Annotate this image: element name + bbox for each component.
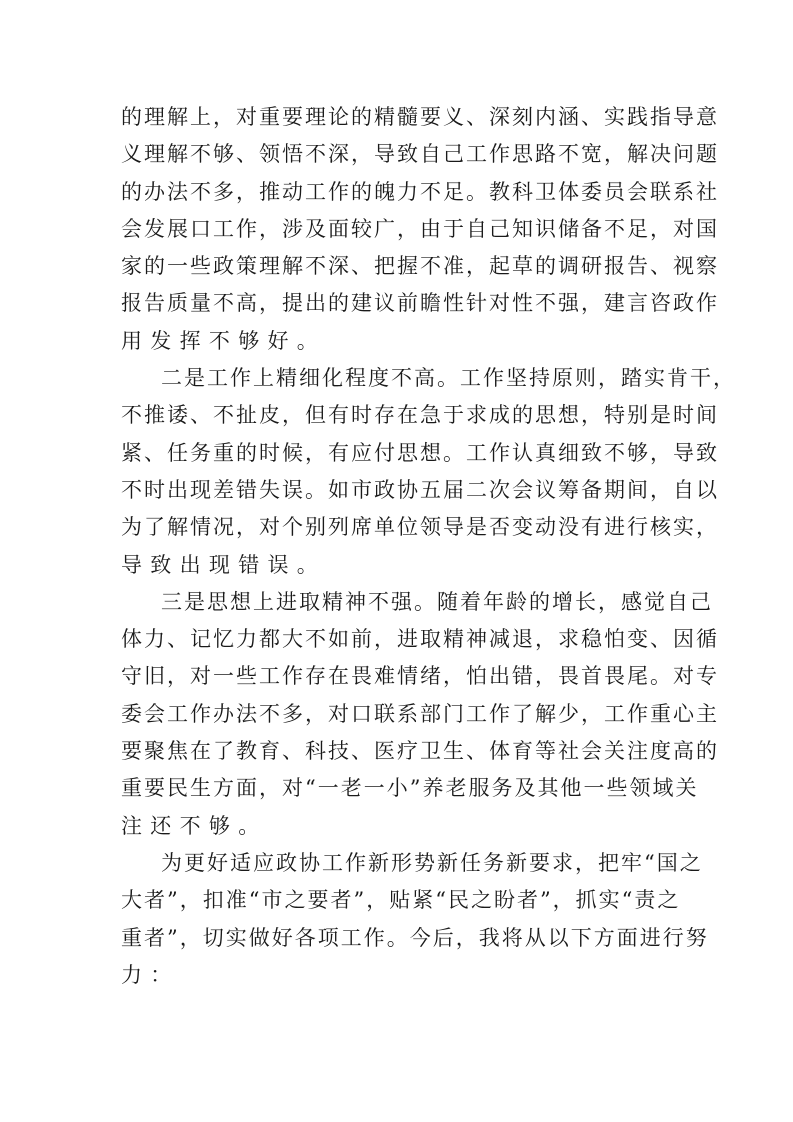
paragraph [121, 99, 719, 360]
text-line: 注还不够。 [121, 813, 268, 838]
text-line: 导致出现错误。 [121, 552, 327, 577]
text-line: 大者”，扣准“市之要者”，贴紧“民之盼者”，抓实“责之 [121, 888, 681, 913]
text-line: 重者”，切实做好各项工作。今后，我将从以下方面进行努 [121, 925, 709, 950]
text-line: 紧、任务重的时候，有应付思想。工作认真细致不够，导致 [121, 440, 719, 465]
text-line: 体力、记忆力都大不如前，进取精神减退，求稳怕变、因循 [121, 627, 719, 652]
text-line: 重要民生方面，对“一老一小”养老服务及其他一些领域关 [121, 776, 699, 801]
text-line: 会发展口工作，涉及面较广，由于自己知识储备不足，对国 [121, 216, 719, 241]
text-line: 的办法不多，推动工作的魄力不足。教科卫体委员会联系社 [121, 179, 719, 204]
text-line: 报告质量不高，提出的建议前瞻性针对性不强，建言咨政作 [121, 291, 719, 316]
text-line: 义理解不够、领悟不深，导致自己工作思路不宽，解决问题 [121, 142, 719, 167]
paragraph [121, 584, 719, 845]
text-line: 为了解情况，对个别列席单位领导是否变动没有进行核实， [121, 515, 719, 540]
text-line: 力： [121, 962, 180, 987]
text-line: 要聚焦在了教育、科技、医疗卫生、体育等社会关注度高的 [121, 739, 719, 764]
text-line: 三是思想上进取精神不强。随着年龄的增长，感觉自己 [161, 589, 713, 614]
text-line: 家的一些政策理解不深、把握不准，起草的调研报告、视察 [121, 254, 719, 279]
text-line: 不推诿、不扯皮，但有时存在急于求成的思想，特别是时间 [121, 403, 719, 428]
text-line: 的理解上，对重要理论的精髓要义、深刻内涵、实践指导意 [121, 105, 719, 129]
text-line: 委会工作办法不多，对口联系部门工作了解少，工作重心主 [121, 701, 719, 726]
paragraph [121, 360, 736, 584]
text-line: 守旧，对一些工作存在畏难情绪，怕出错，畏首畏尾。对专 [121, 664, 719, 689]
text-line: 用发挥不够好。 [121, 328, 327, 353]
text-line: 二是工作上精细化程度不高。工作坚持原则，踏实肯干， [161, 366, 736, 391]
paragraph [121, 845, 709, 994]
text-line: 为更好适应政协工作新形势新任务新要求，把牢“国之 [161, 850, 703, 875]
text-line: 不时出现差错失误。如市政协五届二次会议筹备期间，自以 [121, 477, 719, 502]
document-page [121, 99, 736, 994]
